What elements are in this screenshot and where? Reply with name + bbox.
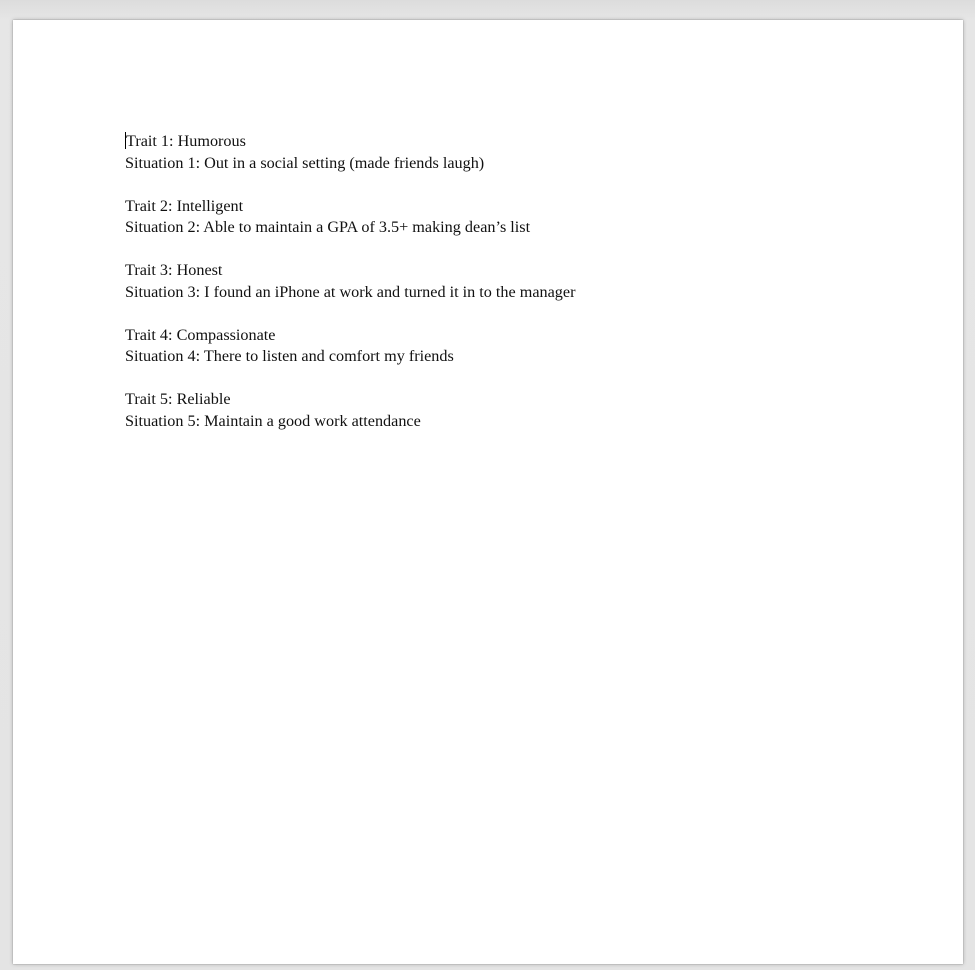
- situation-line: Situation 5: Maintain a good work attendance: [125, 411, 421, 430]
- situation-line: Situation 2: Able to maintain a GPA of 3.5+ making dean’s list: [125, 218, 531, 236]
- trait-entry-3: [125, 260, 885, 303]
- trait-entry-5: [125, 389, 885, 432]
- trait-line: Trait 2: Intelligent: [125, 196, 244, 215]
- trait-line: Trait 3: Honest: [125, 261, 223, 279]
- trait-entry-4: [125, 325, 885, 368]
- situation-line: Situation 4: There to listen and comfort my friends: [125, 347, 454, 365]
- situation-line: Situation 1: Out in a social setting (made friends laugh): [125, 153, 485, 172]
- situation-line: Situation 3: I found an iPhone at work and turned it in to the manager: [125, 282, 576, 301]
- trait-line: Trait 4: Compassionate: [125, 325, 276, 344]
- trait-text: Trait 1: Humorous: [126, 132, 246, 150]
- trait-entry-1: [125, 131, 885, 174]
- trait-entry-2: [125, 196, 885, 239]
- trait-line: [125, 131, 885, 153]
- document-page[interactable]: [13, 20, 963, 964]
- trait-line: Trait 5: Reliable: [125, 390, 231, 408]
- document-body[interactable]: [125, 131, 885, 454]
